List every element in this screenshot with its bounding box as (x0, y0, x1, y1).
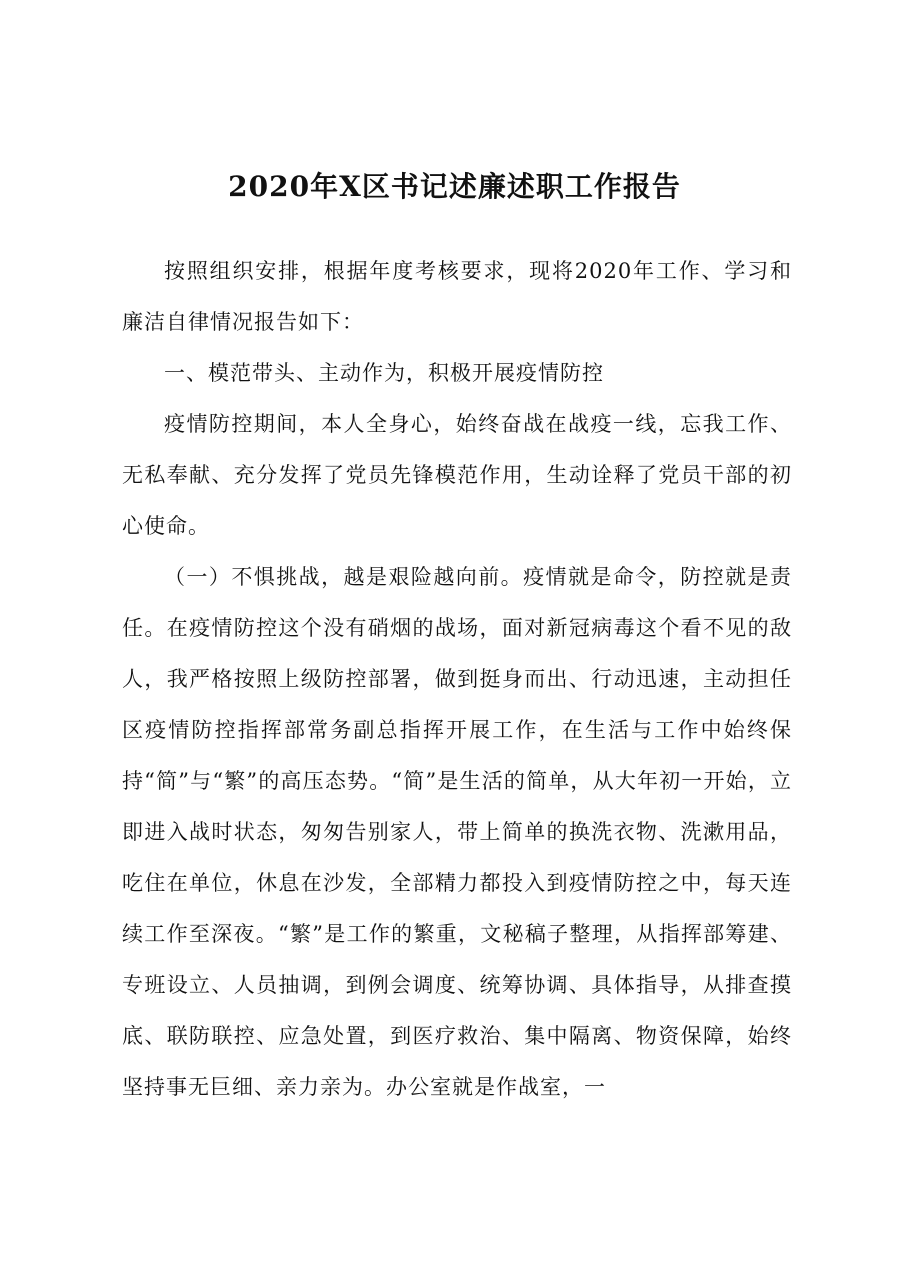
document-title: 2020年X区书记述廉述职工作报告 (228, 170, 681, 203)
document-body (122, 246, 792, 1113)
paragraph-subsection-1: （一）不惧挑战，越是艰险越向前。疫情就是命令，防控就是责任。在疫情防控这个没有硝烟的战场，面对新冠病毒这个看不见的敌人，我严格按照上级防控部署，做到挺身而出、行动迅速，主动担任区疫情防控指挥部常务副总指挥开展工作，在生活与工作中始终保持“简”与“繁”的高压态势。“简”是生活的简单，从大年初一开始，立即进入战时状态，匆匆告别家人，带上简单的换洗衣物、洗漱用品，吃住在单位，休息在沙发，全部精力都投入到疫情防控之中，每天连续工作至深夜。“繁”是工作的繁重，文秘稿子整理，从指挥部筹建、专班设立、人员抽调，到例会调度、统筹协调、具体指导，从排查摸底、联防联控、应急处置，到医疗救治、集中隔离、物资保障，始终坚持事无巨细、亲力亲为。办公室就是作战室，一 (122, 565, 792, 1099)
paragraph-epidemic: 疫情防控期间，本人全身心，始终奋战在战疫一线，忘我工作、无私奉献、充分发挥了党员先锋模范作用，生动诠释了党员干部的初心使命。 (122, 412, 792, 538)
section-heading-1: 一、模范带头、主动作为，积极开展疫情防控 (164, 361, 604, 385)
paragraph-intro: 按照组织安排，根据年度考核要求，现将2020年工作、学习和廉洁自律情况报告如下： (122, 259, 792, 334)
